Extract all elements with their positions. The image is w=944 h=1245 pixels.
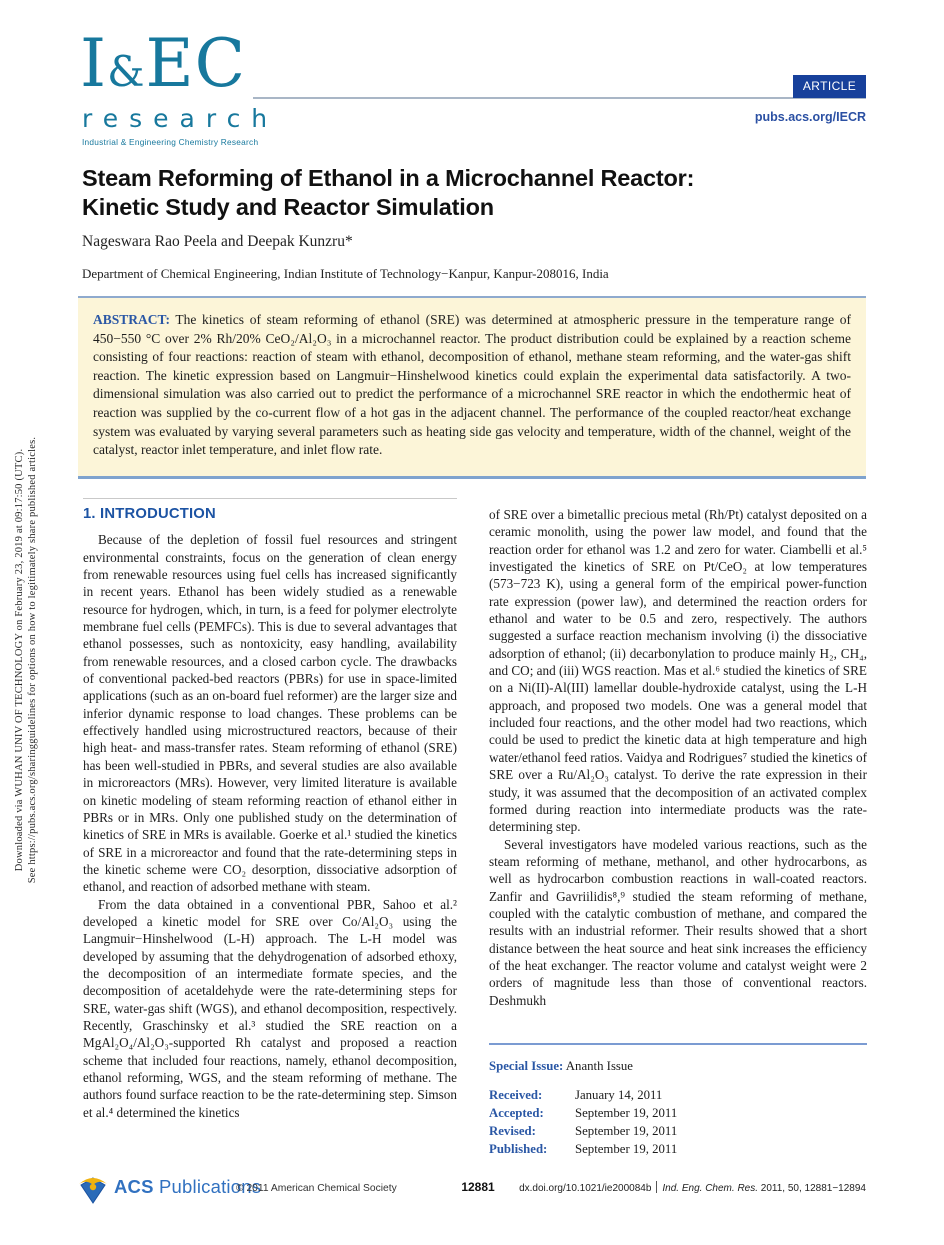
intro-paragraph-1: Because of the depletion of fossil fuel resources and stringent environmental constraints, focus on the generation of clean energy from renewable resources using fuel cells has increased significantly in recent years. Ethanol has been widely studied as a renewable resource for hydrogen, which, in turn, is a feed for polymer electrolyte membrane fuel cells (PEMFCs). This is due to several advantages that ethanol possesses, such as nontoxicity, easy handling, availability from renewable resources, and a closed carbon cycle. The drawbacks of conventional packed-bed reactors (PBRs) for use in space-limited applications (such as an on-board fuel reformer) are the larger size and inferior dynamic response to load changes. These problems can be effectively handled using microstructured reactors, because of their high heat- and mass-transfer rates. Steam reforming of ethanol (SRE) has been well-studied in PBRs, and several studies are also available in microreactors (MRs). However, very limited literature is available on kinetic modeling of steam reforming reaction of ethanol either in PBRs or in MRs. Only one published study on the determination of kinetics of SRE in MRs is available. Goerke et al.¹ studied the kinetics of SRE in a microreactor and found that the rate-determining steps in the kinetic scheme were CO₂ desorption, dissociative adsorption of ethanol, and reaction of adsorbed methane with steam. <box>83 532 457 895</box>
title-line-1: Steam Reforming of Ethanol in a Microchannel Reactor: <box>82 165 695 191</box>
journal-citation: Ind. Eng. Chem. Res. <box>662 1183 759 1194</box>
special-issue-row <box>489 1059 867 1074</box>
doi-citation <box>519 1181 866 1194</box>
acs-publications-wordmark: ACS Publications <box>114 1176 262 1197</box>
special-issue-value: Ananth Issue <box>563 1059 633 1073</box>
logo-research-word: research <box>82 104 279 133</box>
accepted-row <box>489 1104 867 1122</box>
issue-info-block <box>489 1043 867 1158</box>
intro-paragraph-3: Several investigators have modeled various reactions, such as the steam reforming of methane, methanol, and other hydrocarbons, as well as hydrocarbon combustion reactions in wall-coated reactors. Zanfir and Gavriilidis⁸,⁹ studied the steam reforming of methane, coupled with the catalytic combustion of methane, and compared the results with an industrial reformer. Their results showed that a short distance between the heat source and heat sink increases the efficiency of the heat exchanger. The reactor volume and catalyst weight were 2 orders of magnitude less than those of conventional reactors. Deshmukh <box>489 836 867 1008</box>
abstract-paragraph <box>93 311 851 460</box>
page-title <box>82 164 802 221</box>
right-column <box>489 506 867 1009</box>
article-type-badge: ARTICLE <box>793 75 866 98</box>
iec-research-logo <box>80 25 279 147</box>
download-provenance-note <box>13 365 43 955</box>
author-affiliation: Department of Chemical Engineering, Indian Institute of Technology−Kanpur, Kanpur-208016, India <box>82 266 609 281</box>
abstract-text: The kinetics of steam reforming of ethanol (SRE) was determined at atmospheric pressure in the temperature range of 450−550 °C over 2% Rh/20% CeO₂/Al₂O₃ in a microchannel reactor. The product distribution could be explained by a reaction scheme consisting of four reactions: reaction of steam with ethanol, decomposition of ethanol, methane steam reforming, and the water-gas shift reaction. The kinetic expression based on Langmuir−Hinshelwood kinetics could explain the experimental data satisfactorily. A two-dimensional simulation was also carried out to predict the performance of a microchannel SRE reactor in which the endothermic heat of reaction was supplied by the co-current flow of a hot gas in the adjacent channel. The performance of the coupled reactor/heat exchange system was evaluated by varying several parameters such as heating side gas velocity and temperature, width of the channel, weight of the catalyst, reactor inlet temperature, and inlet flow rate. <box>93 312 851 458</box>
published-label: Published: <box>489 1142 548 1156</box>
published-date: September 19, 2011 <box>575 1142 678 1156</box>
accepted-date: September 19, 2011 <box>575 1106 678 1120</box>
page-footer <box>78 1170 866 1210</box>
doi-link[interactable]: dx.doi.org/10.1021/ie200084b <box>519 1183 652 1194</box>
logo-tagline: Industrial & Engineering Chemistry Research <box>82 137 259 147</box>
section-heading-introduction: 1. INTRODUCTION <box>83 506 216 522</box>
provenance-line-2: See https://pubs.acs.org/sharingguidelines for options on how to legitimately share published articles. <box>27 436 38 884</box>
section-divider-line <box>83 498 457 499</box>
published-row <box>489 1140 867 1158</box>
abstract-box <box>78 296 866 479</box>
header-divider-line <box>253 97 866 99</box>
issue-divider-line <box>489 1043 867 1045</box>
accepted-label: Accepted: <box>489 1106 544 1120</box>
page-number: 12881 <box>461 1180 495 1194</box>
intro-paragraph-2-continued: of SRE over a bimetallic precious metal (Rh/Pt) catalyst deposited on a ceramic monolith, using the power law model, and found that the reaction order for ethanol was 1.2 and zero for water. Ciambelli et al.⁵ investigated the kinetics of SRE on Pt/CeO₂ at low temperatures (573−723 K), using a general form of the empirical power-function rate expression (power law), and determined the reaction orders for ethanol and water to be 0.5 and zero, respectively. The authors suggested a surface reaction mechanism involving (i) the dissociative adsorption of ethanol; (ii) decarbonylation to produce mainly H₂, CH₄, and CO; and (iii) WGS reaction. Mas et al.⁶ studied the kinetics of SRE on a Ni(II)-Al(III) lamellar double-hydroxide catalyst, using the L-H approach, and proposed two models. One was a general model that included four reactions, and the other model had two reactions, which could be used to predict the kinetic data at high temperature and high water/ethanol feed ratios. Vaidya and Rodrigues⁷ studied the kinetics of SRE over a Ru/Al₂O₃ catalyst. To derive the rate expression in their study, it was assumed that the decomposition of an activated complex formed during reaction into intermediate products was the rate-determining step. <box>489 507 867 835</box>
journal-url-link[interactable]: pubs.acs.org/IECR <box>754 110 866 124</box>
revised-row <box>489 1122 867 1140</box>
special-issue-label: Special Issue: <box>489 1059 564 1073</box>
received-label: Received: <box>489 1088 543 1102</box>
citation-detail: 2011, 50, 12881−12894 <box>758 1183 866 1194</box>
title-line-2: Kinetic Study and Reactor Simulation <box>82 193 494 220</box>
copyright-notice: © 2011 American Chemical Society <box>236 1183 397 1194</box>
logo-wordmark: I&EC <box>80 25 247 102</box>
citation-divider <box>656 1181 657 1193</box>
revised-label: Revised: <box>489 1124 536 1138</box>
received-row <box>489 1086 867 1104</box>
author-names: Nageswara Rao Peela and Deepak Kunzru* <box>82 233 353 250</box>
left-column <box>83 498 457 1121</box>
revised-date: September 19, 2011 <box>575 1124 678 1138</box>
acs-publications-icon <box>78 1172 108 1207</box>
received-date: January 14, 2011 <box>575 1088 663 1102</box>
abstract-label: ABSTRACT: <box>93 312 171 327</box>
intro-paragraph-2: From the data obtained in a conventional PBR, Sahoo et al.² developed a kinetic model for SRE over Co/Al₂O₃ using the Langmuir−Hinshelwood (L-H) approach. The L-H model was developed by assuming that the dehydrogenation of adsorbed ethoxy, the decomposition of an intermediate formate species, and the decomposition of acetaldehyde were the rate-determining steps for SRE, water-gas shift (WGS), and ethanol decomposition, respectively. Recently, Graschinsky et al.³ studied the SRE reaction on a MgAl₂O₄/Al₂O₃-supported Rh catalyst and proposed a reaction scheme that included four reactions, namely, ethanol decomposition, ethanol reforming, WGS, and the steam reforming of methane. The authors found surface reaction to be the rate-determining step. Simson et al.⁴ determined the kinetics <box>83 896 457 1120</box>
provenance-line-1: Downloaded via WUHAN UNIV OF TECHNOLOGY on February 23, 2019 at 09:17:50 (UTC). <box>14 448 25 872</box>
